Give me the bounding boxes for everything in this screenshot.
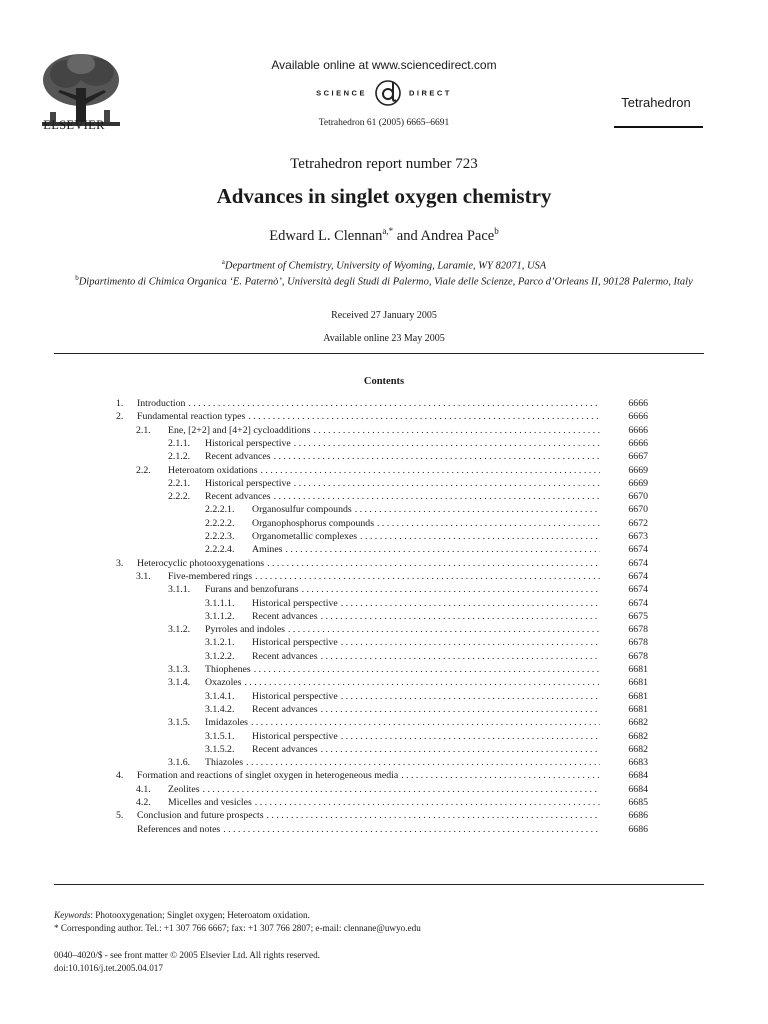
- toc-entry-page: 6686: [628, 810, 648, 822]
- corresponding-mark: *: [388, 226, 394, 236]
- toc-entry-number: 3.1.2.: [168, 624, 191, 636]
- toc-entry-title: [252, 530, 600, 544]
- toc-entry-title: [252, 690, 600, 704]
- toc-entry-page: 6674: [628, 557, 648, 569]
- journal-underline: [614, 126, 703, 128]
- toc-entry-title: [205, 583, 600, 597]
- toc-entry-page: 6666: [628, 437, 648, 449]
- toc-entry-page: 6674: [628, 570, 648, 582]
- toc-entry-page: 6672: [628, 517, 648, 529]
- toc-entry[interactable]: [0, 597, 768, 611]
- toc-entry-title: [205, 676, 600, 690]
- toc-entry-number: 4.: [116, 770, 124, 782]
- keywords-label: Keywords: [54, 910, 91, 920]
- toc-entry-title: [252, 503, 600, 517]
- toc-entry-number: 3.1.2.2.: [205, 650, 235, 662]
- toc-entry-title: [205, 716, 600, 730]
- author-1-sup: a,: [382, 226, 389, 236]
- toc-entry[interactable]: [0, 650, 768, 664]
- journal-name: Tetrahedron: [621, 95, 691, 110]
- toc-entry-page: 6683: [628, 757, 648, 769]
- article-title: Advances in singlet oxygen chemistry: [216, 184, 552, 208]
- toc-entry-title: [252, 743, 600, 757]
- toc-entry[interactable]: [0, 464, 768, 478]
- toc-entry-title: [252, 517, 600, 531]
- toc-entry-title: [137, 410, 600, 424]
- toc-entry[interactable]: [0, 583, 768, 597]
- aff-b-text: Dipartimento di Chimica Organica ‘E. Paternò’, Università degli Studi di Palermo, Viale delle Scienze, Parco d’Orleans II, 90128 Palermo, Italy: [78, 276, 693, 288]
- sciencedirect-at-icon: [373, 78, 403, 108]
- toc-entry[interactable]: [0, 663, 768, 677]
- toc-entry-label: Recent advances: [252, 651, 321, 662]
- toc-entry-label: Thiazoles: [205, 757, 246, 768]
- toc-entry-label: Recent advances: [252, 611, 321, 622]
- toc-entry-title: [137, 809, 600, 823]
- toc-entry-title: [168, 783, 600, 797]
- toc-entry[interactable]: [0, 703, 768, 717]
- toc-entry-page: 6682: [628, 717, 648, 729]
- affiliation-b: [40, 271, 728, 290]
- toc-entry[interactable]: [0, 490, 768, 504]
- toc-entry-number: 3.1.5.: [168, 717, 191, 729]
- toc-entry[interactable]: [0, 410, 768, 424]
- aff-b-sup: b: [75, 274, 79, 282]
- author-separator: and Andrea Pace: [393, 227, 495, 244]
- sd-left-word: SCIENCE: [316, 88, 367, 98]
- toc-entry-page: 6670: [628, 491, 648, 503]
- toc-entry-title: [205, 477, 600, 491]
- toc-entry-number: 3.1.2.1.: [205, 637, 235, 649]
- report-number: Tetrahedron report number 723: [290, 156, 478, 172]
- toc-entry[interactable]: [0, 730, 768, 744]
- issn-line: 0040–4020/$ - see front matter © 2005 Elsevier Ltd. All rights reserved.: [54, 950, 320, 960]
- toc-entry-number: 3.1.3.: [168, 664, 191, 675]
- toc-entry-number: 1.: [116, 398, 124, 409]
- toc-entry-number: 2.1.2.: [168, 451, 191, 463]
- toc-entry[interactable]: [0, 557, 768, 571]
- toc-entry-title: [205, 623, 600, 637]
- toc-entry[interactable]: [0, 769, 768, 783]
- toc-entry-page: 6667: [628, 451, 648, 463]
- toc-entry-title: [137, 557, 600, 571]
- toc-entry-title: [252, 730, 600, 744]
- toc-entry[interactable]: [0, 823, 768, 837]
- keywords-text: : Photooxygenation; Singlet oxygen; Heteroatom oxidation.: [90, 910, 310, 920]
- toc-entry[interactable]: [0, 437, 768, 451]
- toc-entry-title: [205, 450, 600, 464]
- toc-entry[interactable]: [0, 716, 768, 730]
- toc-entry-page: 6684: [628, 783, 648, 795]
- journal-citation: Tetrahedron 61 (2005) 6665–6691: [318, 118, 450, 128]
- available-online-text: Available online at www.sciencedirect.com: [271, 58, 497, 72]
- toc-entry-page: 6674: [628, 544, 648, 556]
- contents-heading: Contents: [363, 376, 405, 387]
- toc-entry-number: 2.2.1.: [168, 477, 191, 489]
- toc-entry-label: Introduction: [137, 398, 188, 409]
- toc-entry-page: 6685: [628, 797, 648, 808]
- toc-entry-number: 2.2.2.4.: [205, 544, 235, 556]
- toc-entry-title: [168, 796, 600, 810]
- toc-entry-label: References and notes: [137, 824, 223, 835]
- author-1: Edward L. Clennan: [269, 227, 383, 244]
- toc-entry-title: [137, 769, 600, 783]
- toc-entry-number: 2.2.2.1.: [205, 504, 235, 516]
- toc-entry-label: Pyrroles and indoles: [205, 624, 288, 635]
- toc-entry-label: Historical perspective: [252, 637, 341, 648]
- toc-entry-label: Recent advances: [252, 744, 321, 755]
- toc-entry[interactable]: [0, 570, 768, 584]
- toc-entry-page: 6682: [628, 743, 648, 755]
- toc-entry-title: [252, 610, 600, 624]
- toc-entry-label: Oxazoles: [205, 677, 244, 688]
- toc-entry-label: Historical perspective: [205, 478, 294, 489]
- toc-entry-page: 6681: [628, 703, 648, 715]
- toc-entry-label: Recent advances: [205, 491, 274, 502]
- toc-entry[interactable]: [0, 424, 768, 438]
- toc-entry-number: 2.2.: [136, 464, 151, 476]
- toc-entry-page: 6678: [628, 637, 648, 649]
- toc-entry-number: 2.2.2.3.: [205, 531, 235, 542]
- toc-entry-page: 6681: [628, 690, 648, 702]
- toc-entry[interactable]: [0, 623, 768, 637]
- toc-entry-label: Zeolites: [168, 784, 203, 795]
- toc-entry-page: 6666: [628, 398, 648, 409]
- toc-entry[interactable]: [0, 477, 768, 491]
- toc-entry-page: 6684: [628, 770, 648, 782]
- toc-entry-label: Furans and benzofurans: [205, 584, 302, 595]
- toc-entry-number: 3.1.5.2.: [205, 743, 235, 755]
- toc-entry-number: 3.1.: [136, 570, 151, 582]
- toc-entry-number: 3.1.4.2.: [205, 703, 235, 715]
- toc-entry-page: 6678: [628, 650, 648, 662]
- toc-entry-title: [205, 663, 600, 677]
- toc-entry-number: 3.1.1.1.: [205, 597, 235, 609]
- toc-entry-title: [252, 650, 600, 664]
- toc-entry-title: [168, 424, 600, 438]
- toc-entry-number: 3.1.4.1.: [205, 690, 235, 702]
- toc-entry-number: 3.1.1.: [168, 584, 191, 596]
- toc-entry-label: Conclusion and future prospects: [137, 810, 267, 821]
- toc-entry-page: 6681: [628, 664, 648, 675]
- bottom-divider: [54, 884, 704, 885]
- toc-entry-page: 6669: [628, 464, 648, 476]
- toc-entry[interactable]: [0, 796, 768, 810]
- toc-entry-label: Historical perspective: [205, 438, 294, 449]
- toc-entry[interactable]: [0, 809, 768, 823]
- toc-entry-number: 2.: [116, 411, 124, 423]
- toc-entry-number: 2.1.: [136, 424, 151, 436]
- toc-entry-title: [252, 597, 600, 611]
- toc-entry-label: Historical perspective: [252, 731, 341, 742]
- toc-entry[interactable]: [0, 743, 768, 757]
- toc-entry-page: 6669: [628, 477, 648, 489]
- toc-entry-number: 2.2.2.: [168, 491, 191, 503]
- aff-a-text: Department of Chemistry, University of Wyoming, Laramie, WY 82071, USA: [224, 260, 547, 272]
- top-divider: [54, 353, 704, 354]
- toc-entry-label: Amines: [252, 544, 285, 555]
- toc-entry-title: [252, 543, 600, 557]
- toc-entry-label: Historical perspective: [252, 691, 341, 702]
- toc-entry-title: [205, 490, 600, 504]
- toc-entry-number: 3.1.6.: [168, 757, 191, 769]
- toc-entry-page: 6666: [628, 424, 648, 436]
- aff-a-sup: a: [221, 258, 225, 266]
- toc-entry-number: 3.1.4.: [168, 677, 191, 689]
- toc-entry-label: Five-membered rings: [168, 571, 255, 582]
- sd-right-word: DIRECT: [408, 88, 452, 98]
- toc-entry-label: Imidazoles: [205, 717, 251, 728]
- toc-entry[interactable]: [0, 783, 768, 797]
- toc-entry-number: 2.2.2.2.: [205, 517, 235, 529]
- toc-entry[interactable]: [0, 450, 768, 464]
- toc-entry-number: 2.1.1.: [168, 437, 191, 449]
- toc-entry-title: [137, 823, 600, 837]
- toc-entry-title: [168, 570, 600, 584]
- toc-entry-label: Ene, [2+2] and [4+2] cycloadditions: [168, 425, 313, 436]
- toc-entry[interactable]: [0, 517, 768, 531]
- author-2-sup: b: [494, 226, 499, 236]
- doi-line: doi:10.1016/j.tet.2005.04.017: [54, 963, 163, 973]
- toc-entry-page: 6670: [628, 504, 648, 516]
- toc-entry[interactable]: [0, 503, 768, 517]
- toc-entry-number: 4.2.: [136, 797, 151, 808]
- toc-entry-title: [252, 636, 600, 650]
- toc-entry-page: 6681: [628, 677, 648, 689]
- toc-entry-title: [252, 703, 600, 717]
- toc-entry-title: [137, 397, 600, 411]
- toc-entry-number: 3.1.5.1.: [205, 730, 235, 742]
- toc-entry-label: Historical perspective: [252, 598, 341, 609]
- toc-entry-label: Heteroatom oxidations: [168, 465, 261, 476]
- toc-entry-page: 6678: [628, 624, 648, 636]
- toc-entry-page: 6686: [628, 823, 648, 835]
- toc-entry-page: 6682: [628, 730, 648, 742]
- toc-entry-label: Thiophenes: [205, 664, 254, 675]
- publisher-name: ELSEVIER: [43, 118, 105, 132]
- toc-entry[interactable]: [0, 397, 768, 411]
- toc-entry-page: 6675: [628, 610, 648, 622]
- toc-entry[interactable]: [0, 690, 768, 704]
- toc-entry-label: Organosulfur compounds: [252, 504, 355, 515]
- toc-entry-label: Micelles and vesicles: [168, 797, 255, 808]
- toc-entry-number: 4.1.: [136, 783, 151, 795]
- toc-entry-page: 6674: [628, 597, 648, 609]
- authors: [0, 226, 768, 245]
- toc-entry[interactable]: [0, 530, 768, 544]
- toc-entry-page: 6673: [628, 531, 648, 542]
- toc-entry[interactable]: [0, 610, 768, 624]
- toc-entry-label: Recent advances: [205, 451, 274, 462]
- toc-entry[interactable]: [0, 636, 768, 650]
- toc-entry-title: [205, 437, 600, 451]
- toc-entry-title: [168, 464, 600, 478]
- received-date: Received 27 January 2005: [331, 310, 437, 321]
- toc-entry-label: Recent advances: [252, 704, 321, 715]
- toc-entry-number: 3.: [116, 557, 124, 569]
- toc-entry[interactable]: [0, 756, 768, 770]
- toc-entry-number: 3.1.1.2.: [205, 610, 235, 622]
- toc-entry-label: Formation and reactions of singlet oxygen in heterogeneous media: [137, 770, 401, 781]
- toc-entry-number: 5.: [116, 810, 124, 822]
- toc-entry-title: [205, 756, 600, 770]
- online-date: Available online 23 May 2005: [323, 333, 445, 344]
- keywords: [54, 910, 310, 920]
- toc-entry-label: Organophosphorus compounds: [252, 518, 377, 529]
- toc-entry-label: Fundamental reaction types: [137, 411, 248, 422]
- toc-entry[interactable]: [0, 676, 768, 690]
- toc-entry-page: 6666: [628, 411, 648, 423]
- toc-entry[interactable]: [0, 543, 768, 557]
- toc-entry-label: Organometallic complexes: [252, 531, 360, 542]
- toc-entry-label: Heterocyclic photooxygenations: [137, 558, 267, 569]
- toc-entry-page: 6674: [628, 584, 648, 596]
- corresponding-author: * Corresponding author. Tel.: +1 307 766 6667; fax: +1 307 766 2807; e-mail: clennane@uwyo.edu: [54, 923, 421, 933]
